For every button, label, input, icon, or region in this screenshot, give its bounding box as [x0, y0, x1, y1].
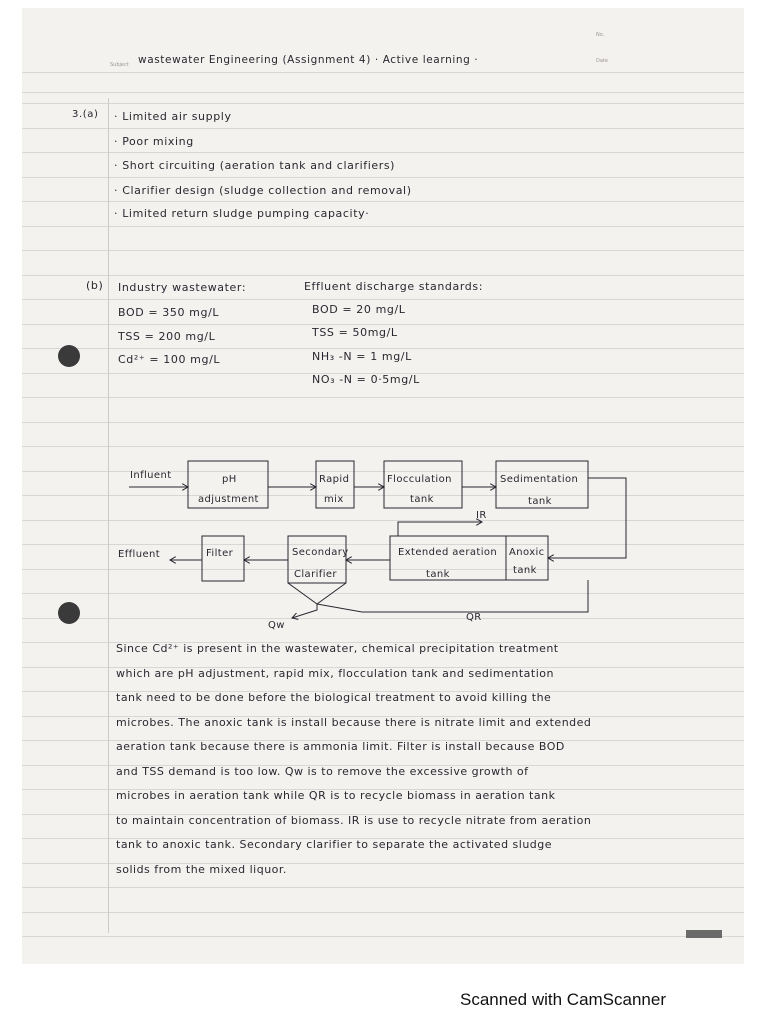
ruled-line — [22, 887, 744, 888]
ph-label-line2: adjustment — [198, 494, 259, 505]
sed-label: Sedimentation — [500, 474, 579, 485]
secondary-label: Secondary — [292, 547, 349, 558]
floc-label-line2: tank — [410, 494, 434, 505]
list-item: · Limited return sludge pumping capacity· — [114, 207, 370, 220]
no-label: No. — [596, 32, 605, 38]
industry-value: TSS = 200 mg/L — [118, 330, 216, 343]
paragraph-line: tank to anoxic tank. Secondary clarifier to separate the activated sludge — [116, 838, 553, 851]
ruled-line — [22, 912, 744, 913]
sed-label-line2: tank — [528, 496, 552, 507]
influent-label: Influent — [130, 470, 172, 481]
process-flow-diagram — [22, 8, 744, 648]
subject-label: Subject — [110, 62, 129, 68]
effluent-title: Effluent discharge standards: — [304, 280, 484, 293]
camscanner-watermark: Scanned with CamScanner — [460, 990, 667, 1009]
qr-label: QR — [466, 612, 482, 623]
effluent-value: BOD = 20 mg/L — [312, 303, 406, 316]
clarifier-hopper — [288, 583, 346, 604]
clarifier-label: Clarifier — [294, 569, 337, 580]
page-stamp-mark — [686, 930, 722, 938]
anoxic-label: Anoxic — [509, 547, 545, 558]
rapid-label-line2: mix — [324, 494, 344, 505]
ruled-line — [22, 936, 744, 937]
question-3a-label: 3.(a) — [72, 109, 99, 120]
paragraph-line: microbes. The anoxic tank is install because there is nitrate limit and extended — [116, 715, 592, 729]
extended-aeration-label-line2: tank — [426, 569, 450, 580]
list-item: · Clarifier design (sludge collection and removal) — [114, 184, 412, 197]
list-item: · Poor mixing — [114, 135, 194, 148]
effluent-label: Effluent — [118, 549, 161, 560]
paragraph-line: microbes in aeration tank while QR is to recycle biomass in aeration tank — [116, 789, 556, 802]
paragraph-line: aeration tank because there is ammonia limit. Filter is install because BOD — [116, 740, 565, 753]
industry-title: Industry wastewater: — [118, 281, 247, 294]
date-label: Date — [596, 58, 608, 64]
effluent-value: NO₃ -N = 0·5mg/L — [312, 373, 420, 386]
paragraph-line: tank need to be done before the biological treatment to avoid killing the — [116, 691, 552, 704]
paragraph-line: to maintain concentration of biomass. IR is use to recycle nitrate from aeration — [116, 813, 592, 827]
binder-hole — [58, 345, 80, 367]
rapid-label: Rapid — [319, 474, 350, 485]
industry-value: Cd²⁺ = 100 mg/L — [118, 353, 221, 366]
effluent-value: NH₃ -N = 1 mg/L — [312, 350, 412, 363]
binder-hole — [58, 602, 80, 624]
ph-label: pH — [222, 474, 237, 485]
filter-label: Filter — [206, 548, 234, 559]
ir-recycle-line — [398, 522, 482, 536]
paragraph-line: Since Cd²⁺ is present in the wastewater, chemical precipitation treatment — [116, 642, 559, 655]
effluent-value: TSS = 50mg/L — [312, 326, 398, 339]
question-3b-label: (b) — [86, 279, 104, 292]
notebook-page — [22, 8, 744, 964]
industry-value: BOD = 350 mg/L — [118, 306, 220, 319]
floc-label: Flocculation — [387, 474, 452, 485]
paragraph-line: solids from the mixed liquor. — [116, 862, 287, 876]
ir-label: IR — [476, 510, 487, 521]
anoxic-label-line2: tank — [513, 565, 537, 576]
explanation-paragraph — [116, 637, 591, 882]
page-title: wastewater Engineering (Assignment 4) · Active learning · — [138, 54, 479, 66]
paragraph-line: which are pH adjustment, rapid mix, flocculation tank and sedimentation — [116, 666, 554, 680]
extended-aeration-label: Extended aeration — [398, 547, 498, 558]
sed-to-anoxic-line — [548, 478, 626, 558]
qw-waste-line — [292, 604, 317, 618]
qw-label: Qw — [268, 620, 285, 631]
list-item: · Limited air supply — [114, 110, 232, 123]
paragraph-line: and TSS demand is too low. Qw is to remove the excessive growth of — [116, 764, 529, 778]
qr-recycle-line — [317, 580, 588, 612]
list-item: · Short circuiting (aeration tank and clarifiers) — [114, 159, 396, 172]
